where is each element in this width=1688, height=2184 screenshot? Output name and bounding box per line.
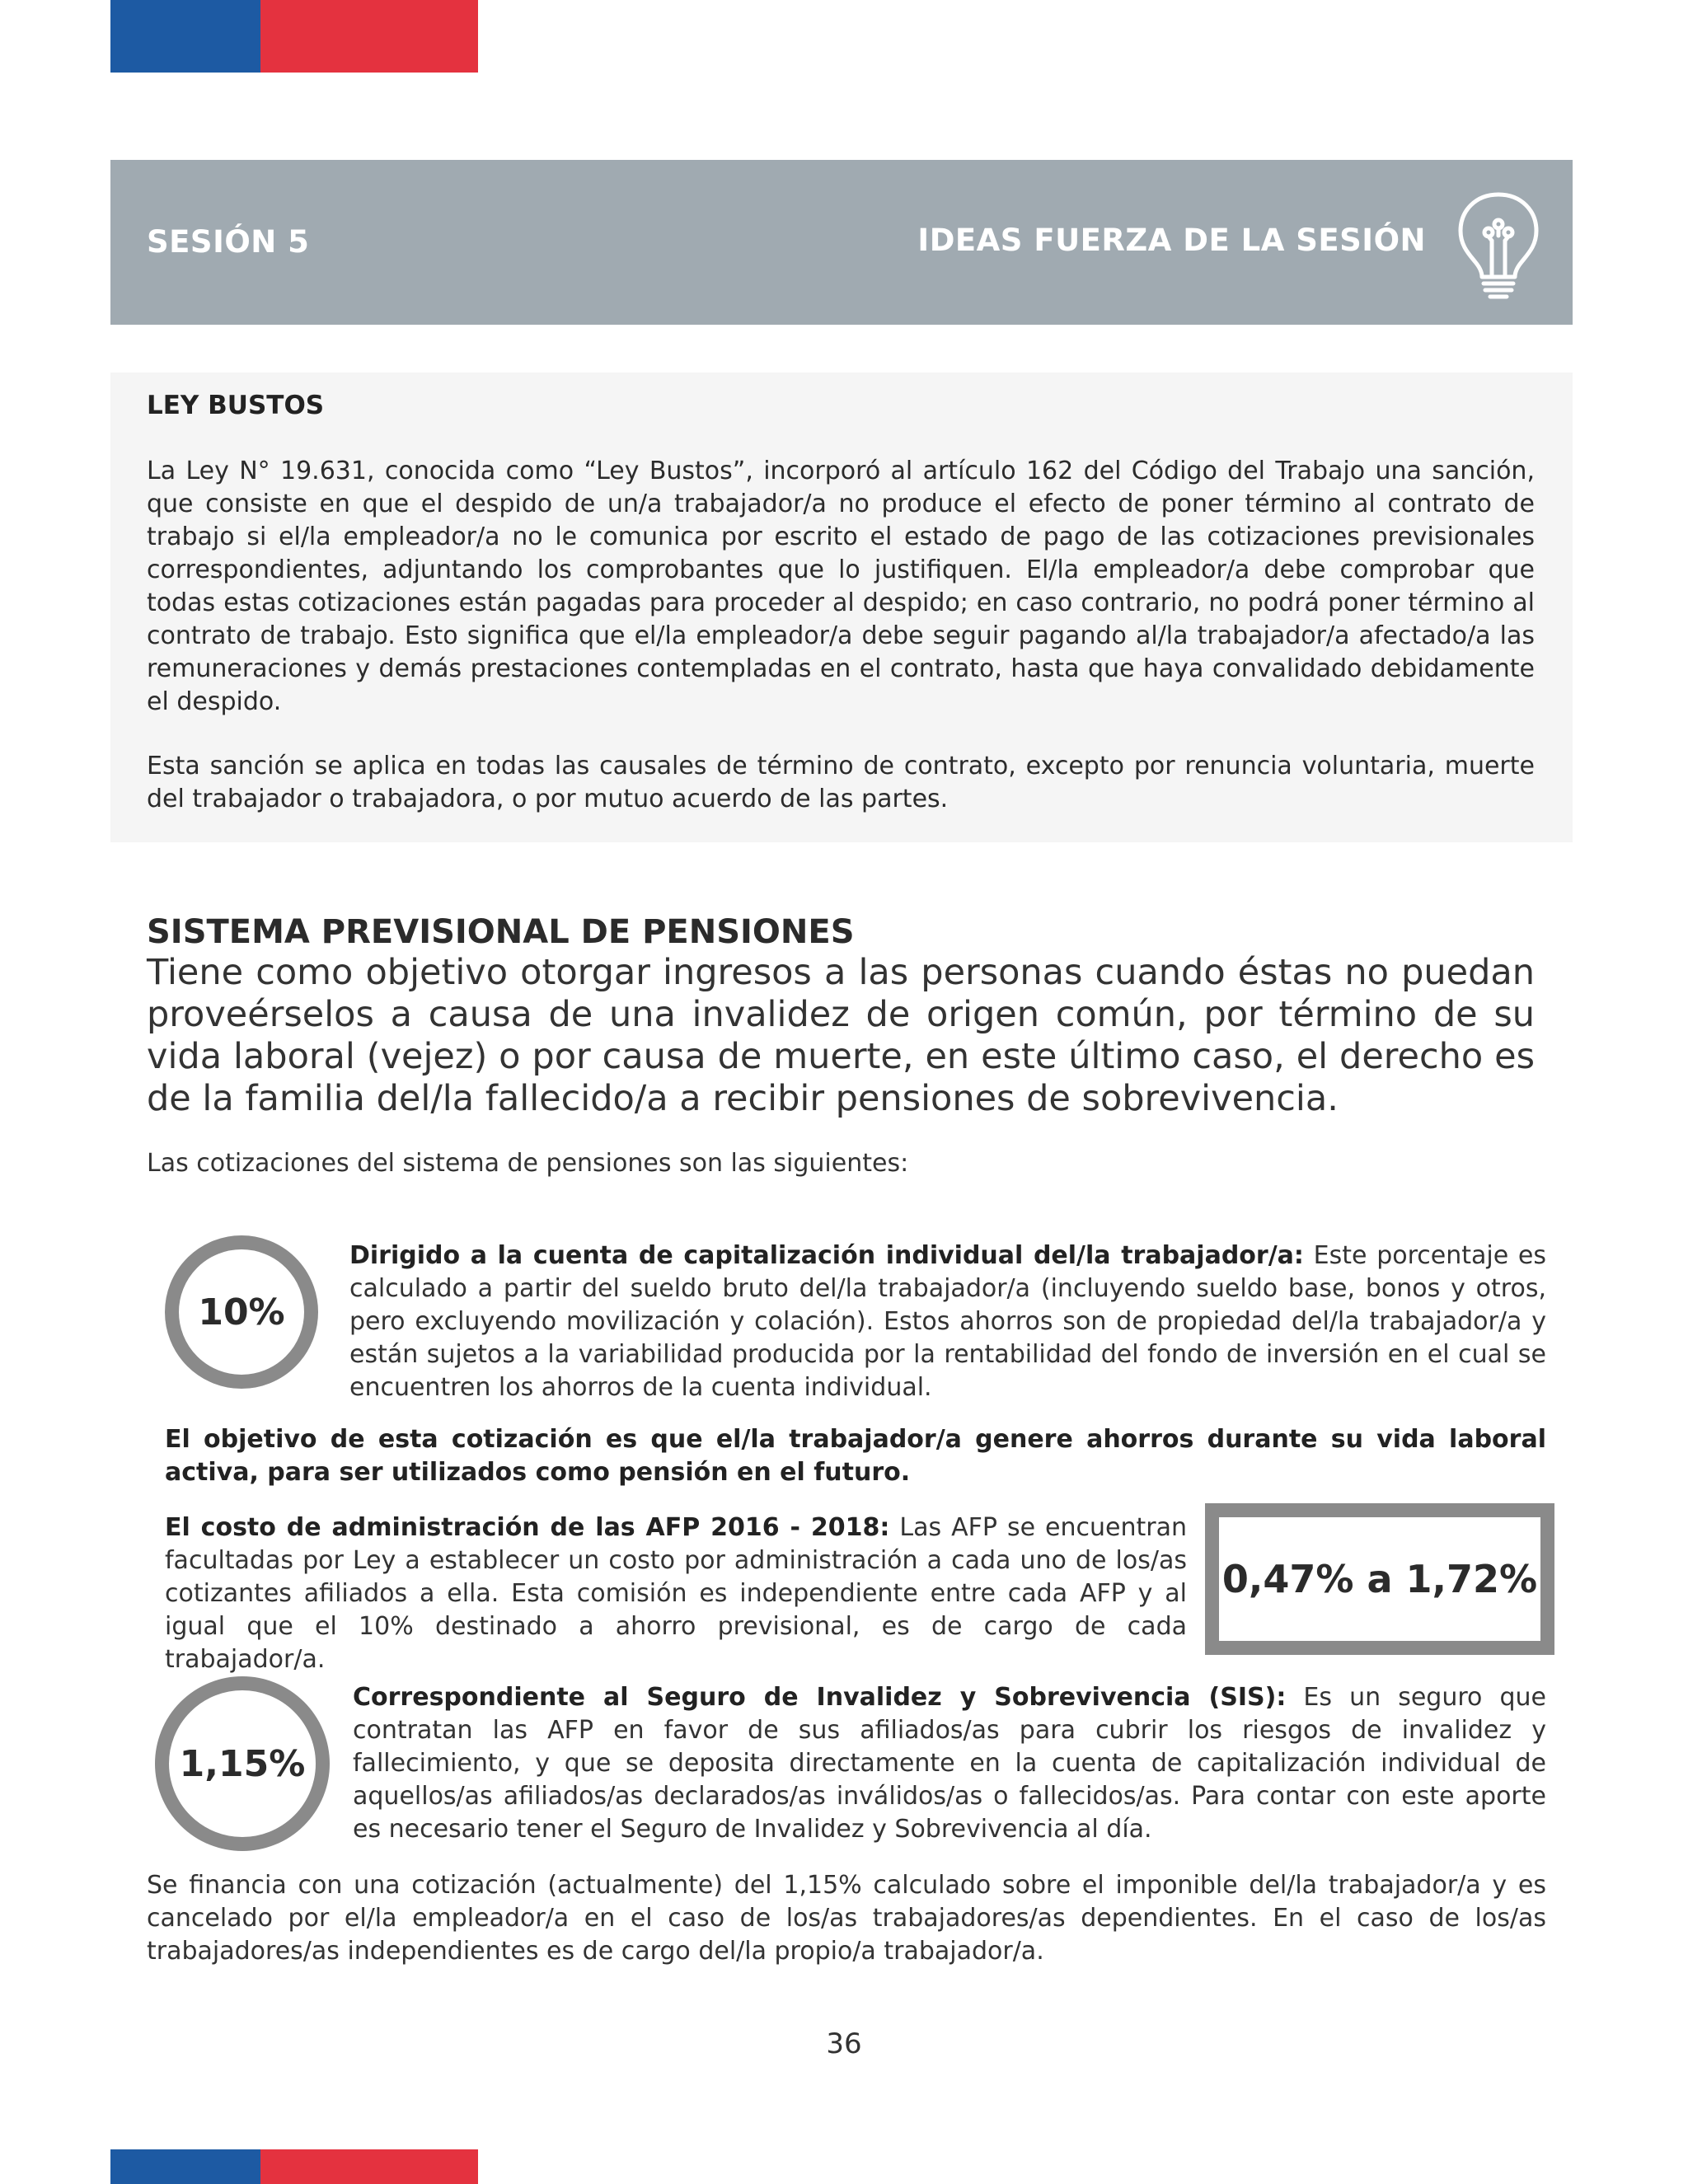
flag-blue-segment-bottom bbox=[110, 2149, 260, 2184]
ley-bustos-paragraph-1: La Ley N° 19.631, conocida como “Ley Bustos”, incorporó al artículo 162 del Código del Trabajo una sanción, que consiste en que el despido de un/a trabajador/a no produce el efecto de poner término al contrato de trabajo si el/la empleador/a no le comunica por escrito el estado de pago de las cotizaciones previsionales correspondientes, adjuntando los comprobantes que lo justifiquen. El/la empleador/a debe comprobar que todas estas cotizaciones están pagadas para proceder al despido; en caso contrario, no podrá poner término al contrato de trabajo. Esto significa que el/la empleador/a debe seguir pagando al/la trabajador/a afectado/a las remuneraciones y demás prestaciones contempladas en el contrato, hasta que haya convalidado debidamente el despido. bbox=[147, 457, 1535, 716]
percent-badge-10 bbox=[165, 1235, 318, 1389]
sistema-title: SISTEMA PREVISIONAL DE PENSIONES bbox=[147, 913, 855, 951]
sis-text: Es un seguro que contratan las AFP en favor de sus afiliados/as para cubrir los riesgos de invalidez y fallecimiento, y que se deposita directamente en la cuenta de capitalización individual de aquellos/as afiliados/as declarados/as inválidos/as o fallecidos/as. Para contar con este aporte es necesario tener el Seguro de Invalidez y Sobrevivencia al día. bbox=[353, 1683, 1546, 1844]
costo-afp-text: Las AFP se encuentran facultadas por Ley a establecer un costo por administración a cada uno de los/as cotizantes afiliados a ella. Esta comisión es independiente entre cada AFP y al igual que el 10% destinado a ahorro previsional, es de cargo de cada trabajador/a. bbox=[165, 1513, 1187, 1674]
sistema-intro: Las cotizaciones del sistema de pensiones son las siguientes: bbox=[147, 1149, 909, 1178]
costo-afp-lead: El costo de administración de las AFP 2016 - 2018: bbox=[165, 1513, 890, 1542]
percent-badge-sis-value: 1,15% bbox=[179, 1742, 306, 1785]
costo-afp-paragraph bbox=[165, 1511, 1187, 1676]
flag-red-segment bbox=[260, 0, 478, 73]
cotizacion-10-paragraph bbox=[349, 1240, 1546, 1404]
sis-paragraph bbox=[353, 1681, 1546, 1846]
ley-bustos-title: LEY BUSTOS bbox=[147, 391, 325, 420]
section-label: IDEAS FUERZA DE LA SESIÓN bbox=[917, 223, 1426, 258]
flag-blue-segment bbox=[110, 0, 260, 73]
lightbulb-icon bbox=[1456, 190, 1541, 305]
percent-badge-afp bbox=[1205, 1503, 1554, 1655]
ley-bustos-paragraph-2: Esta sanción se aplica en todas las causales de término de contrato, excepto por renuncia voluntaria, muerte del trabajador o trabajadora, o por mutuo acuerdo de las partes. bbox=[147, 752, 1535, 813]
sis-financing: Se financia con una cotización (actualmente) del 1,15% calculado sobre el imponible del/la trabajador/a y es cancelado por el/la empleador/a en el caso de los/as trabajadores/as dependientes. En el caso de los/as trabajadores/as independientes es de cargo del/la propio/a trabajador/a. bbox=[147, 1871, 1546, 1966]
cotizacion-10-lead: Dirigido a la cuenta de capitalización individual del/la trabajador/a: bbox=[349, 1241, 1304, 1270]
flag-stripe-top bbox=[110, 0, 478, 73]
cotizacion-10-objective: El objetivo de esta cotización es que el/la trabajador/a genere ahorros durante su vida laboral activa, para ser utilizados como pensión en el futuro. bbox=[165, 1425, 1546, 1487]
sis-lead: Correspondiente al Seguro de Invalidez y Sobrevivencia (SIS): bbox=[353, 1683, 1287, 1712]
ley-bustos-box bbox=[110, 373, 1573, 842]
sistema-body: Tiene como objetivo otorgar ingresos a las personas cuando éstas no puedan proveérselos a causa de una invalidez de origen común, por término de su vida laboral (vejez) o por causa de muerte, en este último caso, el derecho es de la familia del/la fallecido/a a recibir pensiones de sobrevivencia. bbox=[147, 952, 1535, 1119]
session-label: SESIÓN 5 bbox=[147, 224, 310, 260]
percent-badge-afp-value: 0,47% a 1,72% bbox=[1221, 1557, 1538, 1601]
percent-badge-sis bbox=[155, 1676, 330, 1851]
percent-badge-10-value: 10% bbox=[198, 1291, 285, 1333]
session-banner bbox=[110, 160, 1573, 325]
page-number: 36 bbox=[826, 2027, 862, 2060]
flag-red-segment-bottom bbox=[260, 2149, 478, 2184]
flag-stripe-bottom bbox=[110, 2149, 478, 2184]
cotizacion-10-text: Este porcentaje es calculado a partir del sueldo bruto del/la trabajador/a (incluyendo sueldo base, bonos y otros, pero excluyendo movilización y colación). Estos ahorros son de propiedad del/la trabajador/a y están sujetos a la variabilidad producida por la rentabilidad del fondo de inversión en el cual se encuentren los ahorros de la cuenta individual. bbox=[349, 1241, 1546, 1402]
